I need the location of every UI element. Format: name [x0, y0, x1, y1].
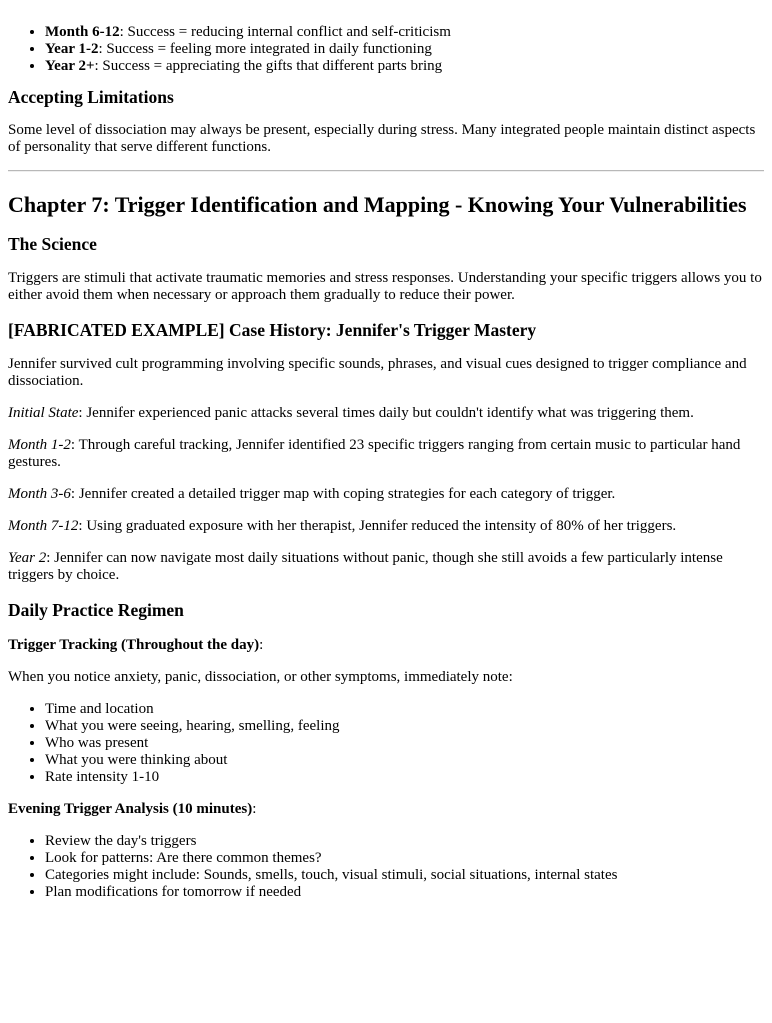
list-item-text: : Success = feeling more integrated in daily functioning [98, 41, 432, 57]
trigger-tracking-list [8, 701, 764, 786]
case-entry-text: : Jennifer experienced panic attacks several times daily but couldn't identify what was triggering them. [78, 405, 694, 421]
list-item-term: Month 6-12 [45, 24, 120, 40]
list-item: • Plan modifications for tomorrow if needed [45, 884, 764, 901]
list-item: • What you were seeing, hearing, smelling, feeling [45, 718, 764, 735]
science-heading: The Science [8, 234, 97, 254]
list-item-term: Year 2+ [45, 58, 95, 74]
case-entry-month-7-12 [8, 518, 764, 535]
case-entry-text: : Jennifer created a detailed trigger map with coping strategies for each category of trigger. [70, 486, 616, 502]
list-item: • What you were thinking about [45, 752, 764, 769]
accepting-limitations-paragraph: Some level of dissociation may always be present, especially during stress. Many integrated people maintain distinct aspects of personality that serve different functions. [8, 122, 756, 155]
chapter-7-title: Chapter 7: Trigger Identification and Mapping - Knowing Your Vulnerabilities [8, 192, 747, 217]
list-item: • Time and location [45, 701, 764, 718]
evening-analysis-label: Evening Trigger Analysis (10 minutes) [8, 801, 253, 817]
case-entry-text: : Jennifer can now navigate most daily situations without panic, though she still avoids a few particularly intense triggers by choice. [8, 550, 723, 583]
accepting-limitations-heading: Accepting Limitations [8, 87, 174, 107]
section-divider [8, 170, 764, 172]
case-entry-label: Initial State [8, 405, 79, 421]
evening-analysis-heading [8, 801, 764, 818]
list-item-text: : Success = appreciating the gifts that different parts bring [94, 58, 443, 74]
case-entry-text: : Through careful tracking, Jennifer identified 23 specific triggers ranging from certain music to particular hand gestures. [8, 437, 741, 470]
case-entry-label: Month 1-2 [8, 437, 71, 453]
list-item [45, 58, 764, 75]
list-item: • Look for patterns: Are there common themes? [45, 850, 764, 867]
list-item: • Review the day's triggers [45, 833, 764, 850]
case-entry-year-2 [8, 550, 764, 584]
trigger-tracking-heading [8, 637, 764, 654]
list-item-text: : Success = reducing internal conflict and self-criticism [119, 24, 451, 40]
evening-analysis-list [8, 833, 764, 901]
case-entry-month-3-6 [8, 486, 764, 503]
case-entry-month-1-2 [8, 437, 764, 471]
list-item: • Who was present [45, 735, 764, 752]
list-item: • Categories might include: Sounds, smells, touch, visual stimuli, social situations, internal states [45, 867, 764, 884]
success-timeline-list [8, 24, 764, 75]
trigger-tracking-label: Trigger Tracking (Throughout the day) [8, 637, 260, 653]
science-paragraph: Triggers are stimuli that activate traumatic memories and stress responses. Understanding your specific triggers allows you to either avoid them when necessary or approach them gradually to reduce their power. [8, 270, 762, 303]
list-item: • Rate intensity 1-10 [45, 769, 764, 786]
case-entry-label: Month 7-12 [8, 518, 79, 534]
list-item-term: Year 1-2 [45, 41, 99, 57]
case-history-heading: [FABRICATED EXAMPLE] Case History: Jennifer's Trigger Mastery [8, 320, 537, 340]
case-entry-text: : Using graduated exposure with her therapist, Jennifer reduced the intensity of 80% of her triggers. [78, 518, 677, 534]
trigger-tracking-colon: : [259, 637, 264, 653]
case-entry-label: Month 3-6 [8, 486, 71, 502]
list-item [45, 41, 764, 58]
list-item [45, 24, 764, 41]
case-entry-label: Year 2 [8, 550, 47, 566]
case-entry-initial-state [8, 405, 764, 422]
trigger-tracking-intro: When you notice anxiety, panic, dissociation, or other symptoms, immediately note: [8, 669, 513, 685]
document-page [0, 24, 772, 901]
daily-practice-heading: Daily Practice Regimen [8, 600, 184, 620]
evening-analysis-colon: : [252, 801, 257, 817]
case-intro-paragraph: Jennifer survived cult programming involving specific sounds, phrases, and visual cues designed to trigger compliance and dissociation. [8, 356, 747, 389]
